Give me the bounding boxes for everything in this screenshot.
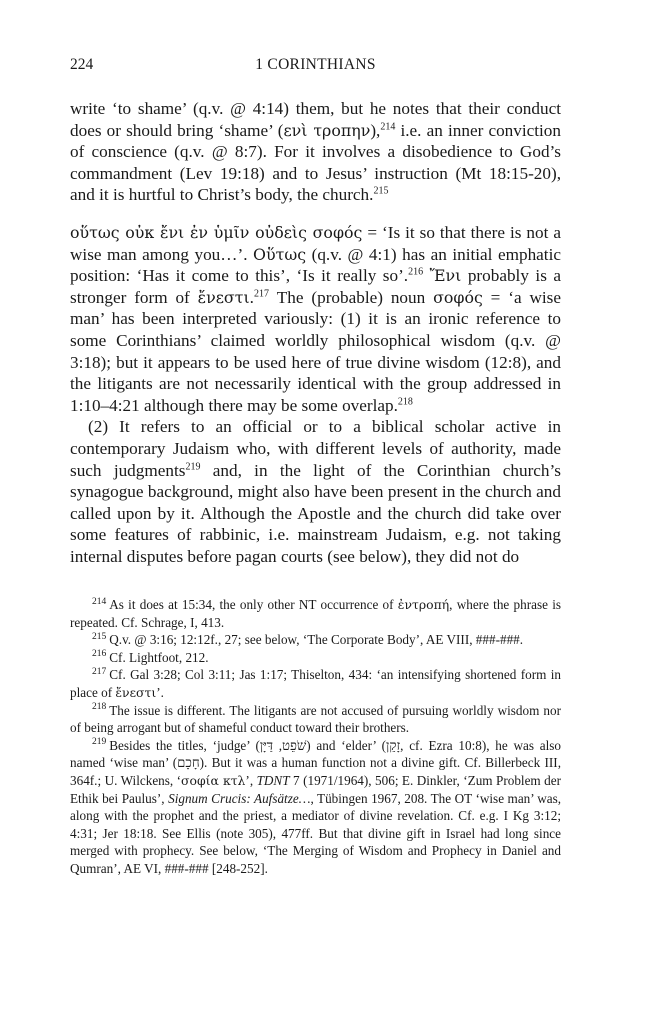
footnote-number: 215: [92, 631, 107, 642]
footnote-number: 214: [92, 596, 107, 607]
greek-term: σοφός: [433, 287, 483, 307]
italic-title: Signum Crucis: Aufsätze…: [168, 790, 311, 806]
footnote-217: $^{217}$ Cf. Gal 3:28; Col 3:11; Jas 1:17; Thiselton, 434: ‘an intensifying shortened form in place of ἔνεστι’.: [70, 666, 561, 700]
footnote-ref-218[interactable]: 218: [397, 395, 413, 407]
body-text: [70, 98, 561, 567]
footnote-number: 219: [92, 737, 107, 748]
greek-term: ἔνεστι: [197, 287, 250, 307]
footnote-number: 218: [92, 702, 107, 713]
footnote-number: 217: [92, 666, 107, 677]
italic-title: TDNT: [256, 772, 290, 788]
page-number: 224: [70, 56, 94, 73]
footnote-ref-215[interactable]: 215: [373, 185, 389, 197]
greek-term: ἔνεστι: [115, 684, 157, 700]
footnote-216: $^{216}$ Cf. Lightfoot, 212.: [92, 649, 209, 665]
footnote-ref-217[interactable]: 217: [253, 288, 269, 300]
footnote-ref-214[interactable]: 214: [380, 120, 396, 132]
paragraph-2: οὕτως οὐκ ἔνι ἐν ὑμῖν οὐδεὶς σοφός = ‘Is it so that there is not a wise man among you…’. Οὕτως (q.v. @ 4:1) has an initial emphatic position: ‘Has it come to this’, ‘Is it really so’.$^{216}$ Ἔνι probably is a stronger form of ἔνεστι.$^{217}$ The (probable) noun σοφός = ‘a wise man’ has been interpreted variously: (1) it is an ironic reference to some Corinthians’ claimed worldly philosophical wisdom (q.v. @ 3:18); but it appears to be used here of true divine wisdom (12:8), and the litigants are not necessarily identical with the group addressed in 1:10–4:21 although there may be some overlap.$^{218}$: [70, 222, 561, 415]
greek-term: ἐντροπή: [397, 597, 450, 612]
hebrew-term: שֹׁפֵט, דַּיָּן: [259, 737, 307, 753]
paragraph-3: (2) It refers to an official or to a biblical scholar active in contemporary Judaism who, with different levels of authority, made such judgments$^{219}$ and, in the light of the Corinthian church’s synagogue background, might also have been present in the church and called upon by it. Although the Apostle and the church did take over some features of rabbinic, i.e. mainstream Judaism, e.g. not taking internal disputes before pagan courts (see below), they did not do: [70, 417, 561, 566]
footnote-214: $^{214}$ As it does at 15:34, the only other NT occurrence of ἐντροπή, where the phrase is repeated. Cf. Schrage, I, 413.: [70, 596, 561, 630]
footnote-219: $^{219}$ Besides the titles, ‘judge’ (שֹׁפֵט, דַּיָּן) and ‘elder’ (זָקֵן, cf. Ezra 10:8), he was also named ‘wise man’ (חָכָם). But it was a human function not a divine gift. Cf. Billerbeck III, 364f.; U. Wilckens, ‘σοφία κτλ’, TDNT 7 (1971/1964), 506; E. Dinkler, ‘Zum Problem der Ethik bei Paulus’, Signum Crucis: Aufsätze…, Tübingen 1967, 208. The OT ‘wise man’ was, along with the prophet and the priest, a mediator of divine revelation. Cf. e.g. I Kg 3:12; 4:31; Jer 18:18. See Ellis (note 305), 477ff. But that divine gift in Israel had long since merged with prophecy. See below, ‘The Merging of Wisdom and Prophecy in Daniel and Qumran’, AE VI, ###-### [248-252].: [70, 737, 561, 876]
footnotes: [70, 596, 561, 878]
footnote-ref-216[interactable]: 216: [408, 266, 424, 278]
paragraph-1: write ‘to shame’ (q.v. @ 4:14) them, but he notes that their conduct does or should bring ‘shame’ (ενὶ τροπην),$^{214}$ i.e. an inner conviction of conscience (q.v. @ 8:7). For it involves a disobedience to God’s commandment (Lev 19:18) and to Jesus’ instruction (Mt 18:15-20), and it is hurtful to Christ’s body, the church.$^{215}$: [70, 99, 561, 205]
running-head: [70, 56, 561, 80]
greek-term: Οὕτως: [253, 244, 307, 264]
greek-term: ενὶ τροπην: [283, 120, 371, 140]
hebrew-term: חָכָם: [177, 755, 200, 771]
greek-term: σοφία κτλ: [181, 772, 246, 788]
footnote-218: $^{218}$ The issue is different. The litigants are not accused of pursuing worldly wisdom nor of being arrogant but of shameful conduct toward their brothers.: [70, 702, 561, 736]
hebrew-term: זָקֵן: [386, 737, 401, 753]
book-page: [70, 56, 561, 567]
footnote-ref-219[interactable]: 219: [185, 460, 201, 472]
greek-lemma: οὕτως οὐκ ἔνι ἐν ὑμῖν οὐδεὶς σοφός: [70, 222, 363, 242]
running-title: 1 CORINTHIANS: [255, 56, 376, 73]
greek-term: Ἔνι: [429, 266, 462, 286]
footnote-215: $^{215}$ Q.v. @ 3:16; 12:12f., 27; see below, ‘The Corporate Body’, AE VIII, ###-###.: [92, 631, 524, 648]
footnote-number: 216: [92, 649, 107, 660]
